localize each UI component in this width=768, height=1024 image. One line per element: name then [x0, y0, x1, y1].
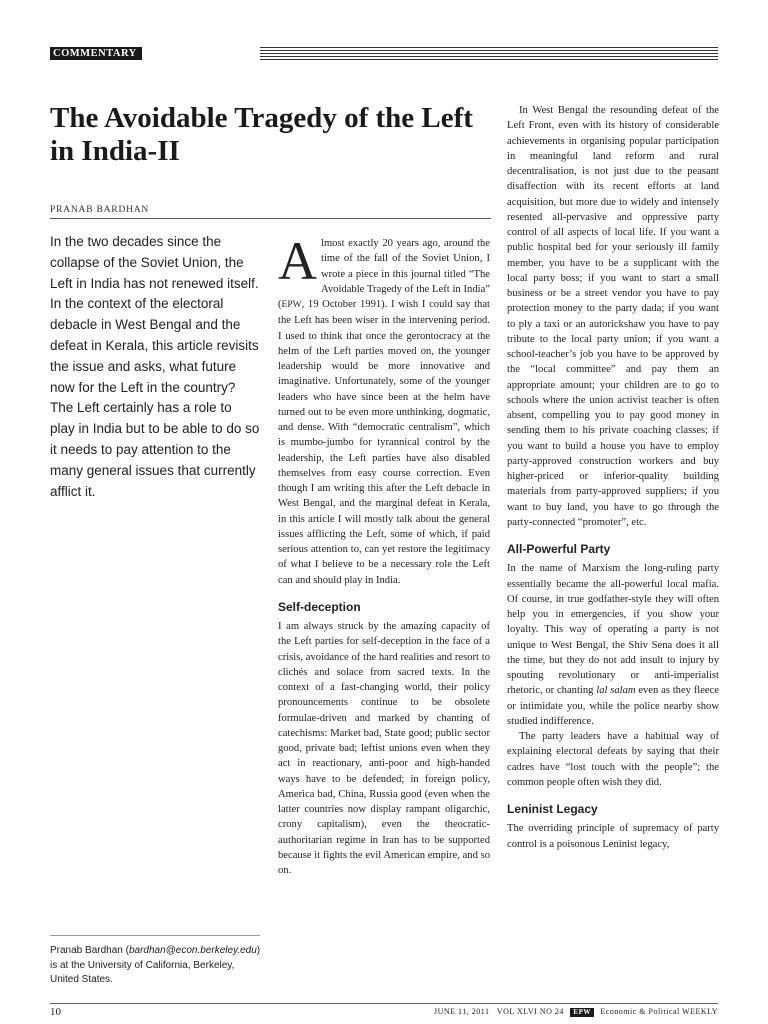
issue-date: JUNE 11, 2011	[434, 1007, 490, 1016]
author-email: bardhan@econ.berkeley.edu	[128, 945, 257, 956]
footnote-affiliation: is at the University of California, Berkeley, United States.	[50, 959, 235, 985]
mafia-text-cont: even as they fleece or intimidate you, while the police nearby show studied indifference.	[507, 685, 719, 727]
paragraph-self-deception: I am always struck by the amazing capacity of the Left parties for self-deception in the face of a crisis, avoidance of the hard realities and resort to clichés and solace from sacred texts. In the context of a fast-changing world, their policy pronouncements continue to be obsolete formulae-driven and marked by chanting of catechisms: Market bad, State good; public sector good, private bad; leftist unions even when they act in reactionary, anti-poor and high-handed ways have to be defended; in foreign policy, America bad, China, Russia good (even when the latter countries now display rampant oligarchic, crony capitalism), even the theocratic-authoritarian regime in Iran has to be supported because it fights the evil American empire, and so on.	[278, 621, 490, 876]
footnote-name: Pranab Bardhan	[50, 945, 123, 956]
section-header	[50, 47, 718, 60]
body-column-2	[278, 231, 490, 878]
subhead-leninist-legacy: Leninist Legacy	[507, 802, 598, 816]
paragraph-mafia	[507, 561, 719, 729]
paragraph-leninist: The overriding principle of supremacy of party control is a poisonous Leninist legacy,	[507, 823, 719, 850]
footnote-rule	[50, 935, 260, 936]
epw-abbr: EPW	[281, 300, 302, 310]
epw-logo: EPW	[570, 1008, 593, 1017]
intro-text-cont: , 19 October 1991). I wish I could say that the Left has been wiser in the intervening period. I used to think that once the gerontocracy at the helm of the Left parties moved on, the younger leadership would be more innovative and imaginative. Unfortunately, some of the younger leaders who have since been at the helm have turned out to be even more unthinking, dogmatic, and dense. With “democratic centralism”, which is mumbo-jumbo for tyrannical control by the leadership, the Left parties have also disabled themselves from easy course correction. Even though I am writing this after the Left debacle in West Bengal, and the marginal defeat in Kerala, in this article I will mostly talk about the general issues afflicting the Left, some of which, if paid serious attention to, can yet restore the legitimacy of what I believe to be a necessary role the Left can and should play in India.	[278, 299, 490, 586]
issue-volume: VOL XLVI NO 24	[496, 1007, 564, 1016]
author-footnote: Pranab Bardhan (bardhan@econ.berkeley.edu) is at the University of California, Berkeley, United States.	[50, 945, 261, 985]
page-number: 10	[50, 1006, 61, 1018]
article-abstract: In the two decades since the collapse of the Soviet Union, the Left in India has not renewed itself. In the context of the electoral debacle in West Bengal and the defeat in Kerala, this article revisits the issue and asks, what future now for the Left in the country? The Left certainly has a role to play in India but to be able to do so it needs to pay attention to the many general issues that currently afflict it.	[50, 234, 260, 499]
subhead-self-deception: Self-deception	[278, 599, 361, 614]
intro-paragraph	[278, 231, 490, 588]
byline-rule	[50, 218, 491, 219]
section-label: COMMENTARY	[50, 47, 142, 60]
mafia-text: In the name of Marxism the long-ruling party essentially became the all-powerful local mafia. Of course, in true godfather-style they will often help you in emergencies, if you show your loyalty. This way of operating a party is not unique to West Bengal, the Shiv Sena does it all the time, but they do not add insult to injury by spouting revolutionary or anti-imperialist rhetoric, or chanting	[507, 563, 719, 697]
section-rule	[260, 47, 718, 60]
body-column-3	[507, 103, 719, 852]
publication-name: Economic & Political WEEKLY	[600, 1007, 718, 1016]
paragraph-electoral-defeats: The party leaders have a habitual way of explaining electoral defeats by saying that their cadres have “lost touch with the people”; the common people often wish they did.	[507, 731, 719, 788]
footer-info	[434, 1007, 718, 1017]
paragraph-west-bengal: In West Bengal the resounding defeat of the Left Front, even with its history of considerable achievements in organising popular participation in meaningful land reform and rural decentralisation, is not just due to the peasant disaffection with its recent efforts at land acquisition, but more due to widely and intensely resented all-pervasive and oppressive party control of all aspects of local life. If you want a public hospital bed for your seriously ill family member, you have to be a supplicant with the local party boss; if you want to start a small business or be a street vendor you have to pay protection money to the party dada; if you want to ply a taxi or an autorickshaw you have to pay tribute to the local party union; if you want a school-teacher’s job you have to be approved by the “local committee” and pay them an appropriate amount; your children are to go to schools where the union activist teacher is often absent, compelling you to pay good money in sending them to his private coaching classes; if you want to build a house you have to employ party-approved construction workers and buy higher-priced or inferior-quality building materials from party-approved suppliers; if you want to buy land, you have to go through the party-connected “promoter”, etc.	[507, 105, 719, 528]
lal-salam-italic: lal salam	[596, 685, 636, 697]
article-title: The Avoidable Tragedy of the Left in India-II	[50, 102, 473, 167]
subhead-all-powerful-party: All-Powerful Party	[507, 542, 611, 556]
intro-text: lmost exactly 20 years ago, around the time of the fall of the Soviet Union, I wrote a piece in this journal titled “The Avoidable Tragedy of the Left in India” (	[278, 238, 490, 310]
footer-rule	[50, 1003, 718, 1004]
author-byline: PRANAB BARDHAN	[50, 205, 150, 215]
drop-cap: A	[278, 231, 317, 291]
